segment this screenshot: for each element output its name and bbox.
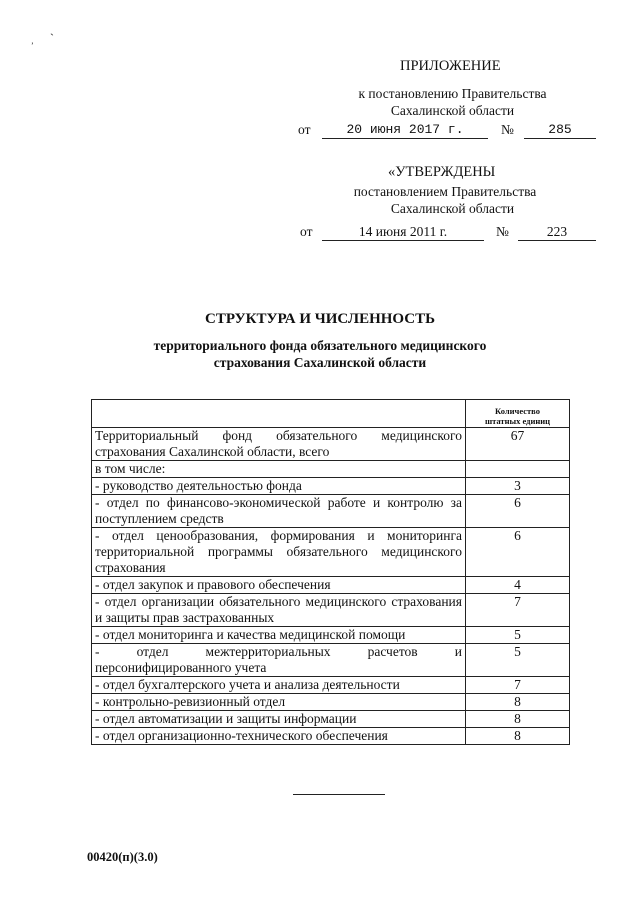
staff-count-cell: 8 bbox=[466, 711, 570, 728]
unit-name-cell: - руководство деятельностью фонда bbox=[92, 478, 466, 495]
table-row bbox=[92, 461, 570, 478]
table-row bbox=[92, 728, 570, 745]
appendix-line-2: Сахалинской области bbox=[390, 103, 515, 118]
scan-mark: ʼ bbox=[31, 41, 34, 50]
date-prefix: от bbox=[300, 224, 313, 239]
table-row bbox=[92, 694, 570, 711]
approved-date-line bbox=[300, 224, 596, 242]
table-header-row bbox=[92, 400, 570, 428]
appendix-title: ПРИЛОЖЕНИЕ bbox=[400, 58, 501, 74]
approved-date-value: 14 июня 2011 г. bbox=[322, 224, 484, 241]
unit-name-cell: Территориальный фонд обязательного медицинского страхования Сахалинской области, всего bbox=[92, 428, 466, 461]
unit-name-cell: - отдел организации обязательного медицинского страхования и защиты прав застрахованных bbox=[92, 594, 466, 627]
table-row bbox=[92, 577, 570, 594]
table-row bbox=[92, 627, 570, 644]
date-prefix: от bbox=[298, 122, 311, 137]
appendix-number-value: 285 bbox=[524, 122, 596, 139]
number-prefix: № bbox=[496, 224, 509, 239]
table-row bbox=[92, 495, 570, 528]
structure-table bbox=[91, 399, 570, 745]
appendix-line-1: к постановлению Правительства bbox=[358, 86, 547, 101]
table-row bbox=[92, 428, 570, 461]
approved-title: «УТВЕРЖДЕНЫ bbox=[388, 164, 496, 180]
staff-count-cell: 6 bbox=[466, 495, 570, 528]
footer-code: 00420(п)(3.0) bbox=[87, 850, 158, 864]
unit-name-cell: - отдел мониторинга и качества медицинской помощи bbox=[92, 627, 466, 644]
appendix-date-value: 20 июня 2017 г. bbox=[322, 122, 488, 139]
table-row bbox=[92, 478, 570, 495]
table-row bbox=[92, 711, 570, 728]
staff-count-cell: 6 bbox=[466, 528, 570, 577]
number-prefix: № bbox=[501, 122, 514, 137]
approved-line-1: постановлением Правительства bbox=[353, 184, 537, 199]
column-header-line-1: Количество bbox=[495, 406, 540, 416]
document-title: СТРУКТУРА И ЧИСЛЕННОСТЬ bbox=[204, 311, 436, 327]
unit-name-cell: - отдел автоматизации и защиты информации bbox=[92, 711, 466, 728]
unit-name-cell: - отдел бухгалтерского учета и анализа деятельности bbox=[92, 677, 466, 694]
table-row bbox=[92, 644, 570, 677]
staff-count-cell bbox=[466, 461, 570, 478]
document-subtitle-line-1: территориального фонда обязательного медицинского bbox=[153, 338, 487, 353]
approved-line-2: Сахалинской области bbox=[390, 201, 515, 216]
staff-count-cell: 67 bbox=[466, 428, 570, 461]
approved-number-value: 223 bbox=[518, 224, 596, 241]
unit-name-cell: - отдел по финансово-экономической работе и контролю за поступлением средств bbox=[92, 495, 466, 528]
unit-name-cell: в том числе: bbox=[92, 461, 466, 478]
unit-name-cell: - контрольно-ревизионный отдел bbox=[92, 694, 466, 711]
staff-count-cell: 5 bbox=[466, 644, 570, 677]
staff-count-cell: 4 bbox=[466, 577, 570, 594]
table-row bbox=[92, 528, 570, 577]
column-header-line-2: штатных единиц bbox=[484, 416, 551, 426]
staff-count-cell: 3 bbox=[466, 478, 570, 495]
unit-name-cell: - отдел организационно-технического обеспечения bbox=[92, 728, 466, 745]
closing-rule bbox=[293, 794, 385, 795]
table-row bbox=[92, 677, 570, 694]
document-subtitle-line-2: страхования Сахалинской области bbox=[213, 355, 427, 370]
appendix-date-line bbox=[298, 122, 598, 140]
table-row bbox=[92, 594, 570, 627]
staff-count-cell: 7 bbox=[466, 677, 570, 694]
staff-count-cell: 7 bbox=[466, 594, 570, 627]
unit-name-cell: - отдел межтерриториальных расчетов и персонифицированного учета bbox=[92, 644, 466, 677]
column-header-staff-count bbox=[466, 400, 570, 428]
scan-mark: ` bbox=[50, 31, 54, 45]
unit-name-cell: - отдел ценообразования, формирования и мониторинга территориальной программы обязательного медицинского страхования bbox=[92, 528, 466, 577]
unit-name-cell: - отдел закупок и правового обеспечения bbox=[92, 577, 466, 594]
staff-count-cell: 5 bbox=[466, 627, 570, 644]
staff-count-cell: 8 bbox=[466, 694, 570, 711]
table-header-empty-cell bbox=[92, 400, 466, 428]
staff-count-cell: 8 bbox=[466, 728, 570, 745]
